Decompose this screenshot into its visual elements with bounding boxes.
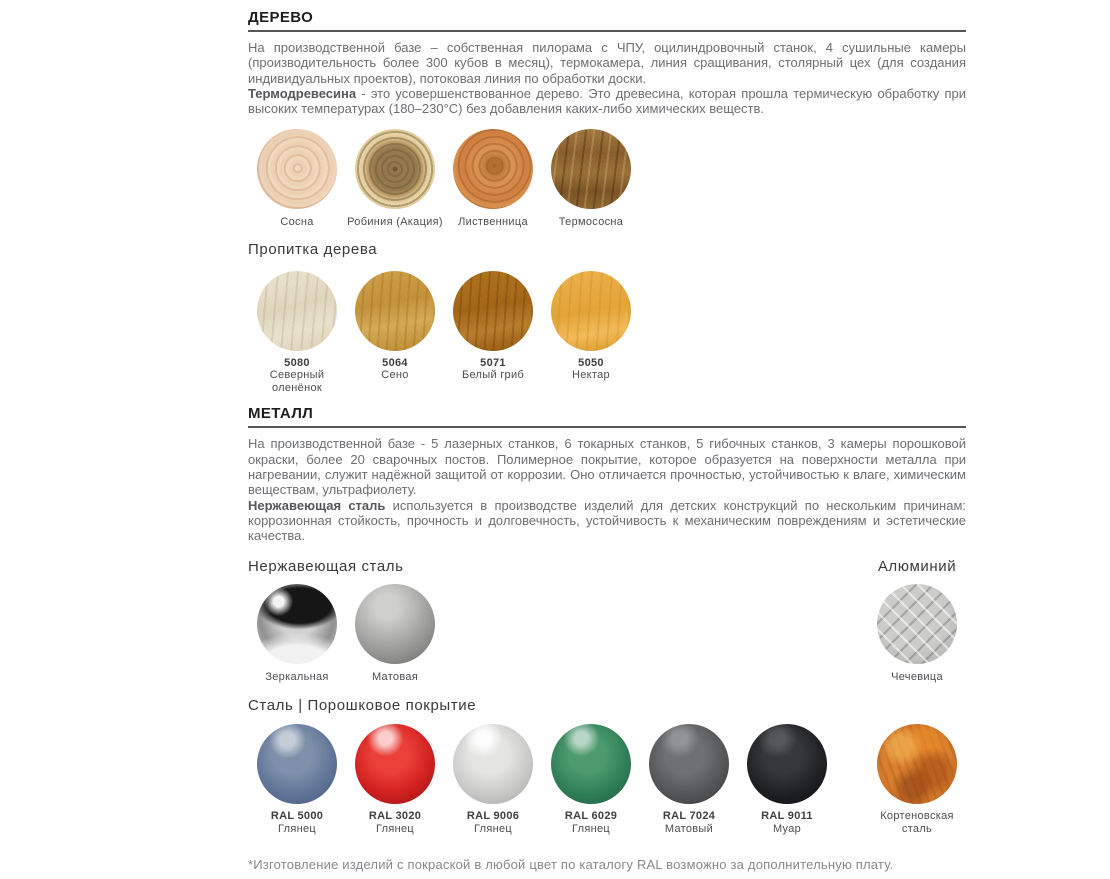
stainless-item: [346, 584, 444, 684]
thermowood-rest: - это усовершенствованное дерево. Это древесина, которая прошла термическую обработку при высоких температурах (180–230°С) без добавления каких-либо химических веществ.: [248, 85, 966, 117]
stainless-group: [248, 558, 444, 684]
swatch-code: 5064: [382, 356, 408, 369]
wood-section-divider: [248, 30, 966, 32]
swatch-larch: [453, 129, 533, 209]
swatch-5050: [551, 271, 631, 351]
swatch-code: RAL 9011: [761, 810, 813, 823]
wood-species-item: [346, 129, 444, 229]
impregnation-title: Пропитка дерева: [248, 240, 378, 258]
impregnation-row: [248, 271, 966, 395]
swatch-label: Термососна: [558, 216, 624, 229]
powder-row: [248, 724, 966, 835]
swatch-label: [467, 810, 519, 835]
wood-paragraph-1-text: На производственной базе – собственная пилорама с ЧПУ, оцилиндровочный станок, 4 сушильные камеры (производительность более 300 кубов в месяц), термокамера, линия сращивания, столярный цех (для создания индивидуальных проектов), потоковая линия по обработки доски.: [248, 40, 966, 86]
swatch-label: [565, 810, 617, 835]
impregnation-item: [542, 271, 640, 395]
metal-paragraph-1-text: На производственной базе - 5 лазерных станков, 6 токарных станков, 5 гибочных станков, 3 камеры порошковой окраски, более 20 сварочных постов. Полимерное покрытие, которое образуется на поверхности металла при нагревании, служит надёжной защитой от коррозии. Оно отличается прочностью, устойчивостью к влаге, химическим веществам, ультрафиолету.: [248, 436, 966, 498]
swatch-name: Нектар: [572, 369, 610, 382]
swatch-code: 5050: [578, 356, 604, 369]
metal-section-title: МЕТАЛЛ: [248, 405, 314, 423]
swatch-finish: Муар: [772, 822, 802, 835]
swatch-robinia: [355, 129, 435, 209]
swatch-ral-3020: [355, 724, 435, 804]
swatch-ral-7024: [649, 724, 729, 804]
swatch-label: Матовая: [371, 670, 419, 683]
swatch-label: Сосна: [280, 216, 314, 229]
swatch-code: 5080: [284, 356, 310, 369]
swatch-label: Кортеновская сталь: [880, 810, 954, 835]
swatch-label: [761, 810, 813, 835]
powder-item: [738, 724, 836, 835]
impregnation-item: [346, 271, 444, 395]
swatch-corten-steel: [877, 724, 957, 804]
metal-section-divider: [248, 426, 966, 428]
footer-note: *Изготовление изделий с покраской в любой цвет по каталогу RAL возможно за дополнительную плату.: [248, 857, 894, 873]
aluminium-item: [868, 584, 966, 684]
powder-item: [346, 724, 444, 835]
swatch-lentil-aluminium: [877, 584, 957, 664]
swatch-finish: Глянец: [571, 822, 610, 835]
metal-paragraph-1: [248, 436, 966, 497]
impregnation-item: [444, 271, 542, 395]
aluminium-group: [868, 558, 966, 684]
swatch-name: Белый гриб: [461, 369, 525, 382]
swatch-code: RAL 6029: [564, 810, 618, 823]
powder-title: Сталь | Порошковое покрытие: [248, 697, 477, 715]
swatch-code: RAL 5000: [270, 810, 324, 823]
wood-species-item: [542, 129, 640, 229]
wood-species-row: [248, 129, 966, 229]
swatch-finish: Матовый: [664, 822, 714, 835]
wood-species-item: [444, 129, 542, 229]
swatch-code: RAL 3020: [368, 810, 422, 823]
powder-item: [542, 724, 640, 835]
swatch-label: [572, 357, 610, 382]
metal-section: [248, 406, 966, 872]
wood-paragraph-2: [248, 86, 966, 117]
aluminium-title: Алюминий: [877, 557, 957, 575]
page-content: [248, 10, 966, 872]
stainless-block: [248, 558, 966, 684]
powder-block: [248, 697, 966, 835]
impregnation-item: [248, 271, 346, 395]
swatch-pine: [257, 129, 337, 209]
swatch-label: [271, 810, 323, 835]
swatch-5080: [257, 271, 337, 351]
swatch-label: Чечевица: [891, 670, 943, 683]
swatch-label: [663, 810, 715, 835]
stainless-lead: Нержавеющая сталь: [248, 497, 386, 513]
swatch-thermopine: [551, 129, 631, 209]
thermowood-lead: Термодревесина: [248, 85, 357, 101]
swatch-code: 5071: [480, 356, 506, 369]
powder-item: [444, 724, 542, 835]
stainless-rest: используется в производстве изделий для детских конструкций по нескольким причинам: коррозионная стойкость, прочность и долговечность, устойчивость к механическим повреждениям и эстетические качества.: [248, 497, 966, 544]
swatch-ral-6029: [551, 724, 631, 804]
swatch-ral-9006: [453, 724, 533, 804]
corten-item: [868, 724, 966, 835]
swatch-finish: Глянец: [473, 822, 512, 835]
stainless-item: [248, 584, 346, 684]
swatch-label: Робиния (Акация): [347, 216, 443, 229]
wood-section: [248, 10, 966, 394]
swatch-label: [462, 357, 524, 382]
swatch-5071: [453, 271, 533, 351]
swatch-name: Северный оленёнок: [269, 369, 325, 394]
swatch-finish: Глянец: [375, 822, 414, 835]
swatch-label: Лиственница: [458, 216, 528, 229]
powder-item: [248, 724, 346, 835]
stainless-title: Нержавеющая сталь: [248, 557, 404, 575]
wood-species-item: [248, 129, 346, 229]
swatch-label: [369, 810, 421, 835]
swatch-finish: Глянец: [277, 822, 316, 835]
swatch-label: [248, 357, 346, 395]
swatch-5064: [355, 271, 435, 351]
swatch-code: RAL 9006: [466, 810, 520, 823]
swatch-ral-9011: [747, 724, 827, 804]
stainless-row: [248, 584, 444, 684]
swatch-mirror-steel: [257, 584, 337, 664]
swatch-label: [381, 357, 408, 382]
swatch-code: RAL 7024: [662, 810, 716, 823]
swatch-name: Сено: [381, 369, 409, 382]
wood-section-title: ДЕРЕВО: [248, 9, 314, 26]
swatch-label: Зеркальная: [265, 670, 329, 683]
metal-paragraph-2: [248, 498, 966, 544]
swatch-matte-steel: [355, 584, 435, 664]
powder-item: [640, 724, 738, 835]
swatch-ral-5000: [257, 724, 337, 804]
wood-paragraph-1: [248, 40, 966, 86]
